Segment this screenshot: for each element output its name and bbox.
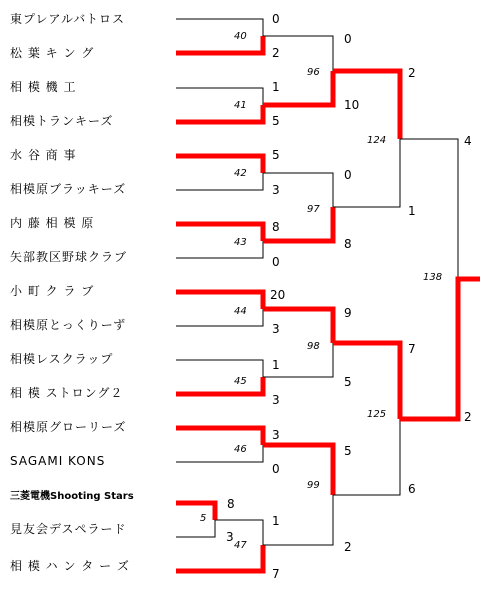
game-number: 47	[234, 540, 247, 551]
score: 2	[272, 46, 280, 60]
bracket-path	[176, 88, 263, 105]
team-name[interactable]: SAGAMI KONS	[10, 454, 106, 468]
score: 7	[408, 342, 416, 356]
bracket-path	[176, 241, 263, 258]
team-name[interactable]: 矢部教区野球クラブ	[10, 250, 128, 264]
team-name[interactable]: 相 模 ストロング２	[10, 386, 124, 400]
team-name[interactable]: 相模レスクラップ	[10, 352, 114, 366]
winner-path	[176, 105, 263, 122]
game-number: 40	[234, 31, 247, 42]
team-name[interactable]: 松 葉 キ ン グ	[10, 46, 95, 60]
score: 7	[272, 567, 280, 581]
game-number: 124	[367, 135, 387, 146]
game-number: 46	[234, 444, 247, 455]
game-number: 42	[234, 168, 247, 179]
score: 20	[270, 288, 286, 302]
bracket-path	[176, 445, 263, 462]
game-number: 43	[234, 237, 247, 248]
score: 0	[272, 255, 280, 269]
game-number: 96	[307, 67, 320, 78]
score: 5	[272, 148, 280, 162]
score: 0	[272, 462, 280, 476]
team-name[interactable]: 東プレアルバトロス	[10, 12, 125, 26]
bracket-path	[176, 520, 215, 537]
team-name[interactable]: 相模原ブラッキーズ	[10, 182, 127, 196]
team-name[interactable]: 内 藤 相 模 原	[10, 216, 95, 230]
score: 0	[344, 168, 352, 182]
game-number: 41	[234, 100, 247, 111]
score: 3	[272, 183, 280, 197]
winner-path	[176, 503, 215, 520]
team-name[interactable]: 水 谷 商 事	[10, 148, 77, 162]
score: 0	[344, 32, 352, 46]
bracket-path	[176, 173, 263, 190]
bracket-path	[176, 19, 263, 36]
score: 8	[272, 220, 280, 234]
score: 2	[344, 540, 352, 554]
bracket-path	[176, 309, 263, 326]
winner-path	[176, 292, 263, 309]
score: 1	[272, 80, 280, 94]
score: 8	[344, 237, 352, 251]
score: 10	[344, 98, 360, 112]
score: 2	[464, 410, 472, 424]
score: 9	[344, 306, 352, 320]
winner-path	[176, 156, 263, 173]
score: 1	[272, 358, 280, 372]
score: 1	[272, 514, 280, 528]
score: 2	[408, 66, 416, 80]
game-number: 98	[307, 341, 320, 352]
winner-path	[176, 224, 263, 241]
team-name[interactable]: 小 町 ク ラ ブ	[10, 284, 95, 298]
game-number: 97	[307, 204, 320, 215]
score: 3	[272, 393, 280, 407]
winner-path	[176, 377, 263, 394]
team-name[interactable]: 見友会デスペラード	[10, 522, 127, 536]
team-name[interactable]: 相模原とっくりーず	[10, 318, 127, 332]
game-number: 138	[423, 272, 443, 283]
score: 3	[272, 322, 280, 336]
bracket-path	[176, 360, 263, 377]
team-name[interactable]: 相模トランキーズ	[10, 114, 114, 128]
score: 5	[344, 444, 352, 458]
team-name[interactable]: 相 模 ハ ン タ ー ズ	[10, 559, 130, 573]
score: 6	[408, 482, 416, 496]
winner-path	[176, 428, 263, 445]
team-name[interactable]: 相 模 機 工	[10, 80, 77, 94]
team-name[interactable]: 三菱電機Shooting Stars	[10, 491, 134, 502]
score: 1	[408, 204, 416, 218]
game-number: 5	[200, 513, 207, 524]
team-name[interactable]: 相模原グローリーズ	[10, 420, 127, 434]
winner-path	[176, 545, 263, 571]
game-number: 99	[307, 480, 320, 491]
score: 8	[227, 497, 235, 511]
score: 3	[272, 428, 280, 442]
score: 3	[226, 530, 234, 544]
score: 4	[464, 134, 472, 148]
game-number: 45	[234, 376, 247, 387]
winner-path	[176, 36, 263, 53]
game-number: 125	[367, 409, 387, 420]
score: 5	[272, 114, 280, 128]
score: 5	[344, 375, 352, 389]
game-number: 44	[234, 306, 247, 317]
score: 0	[272, 12, 280, 26]
